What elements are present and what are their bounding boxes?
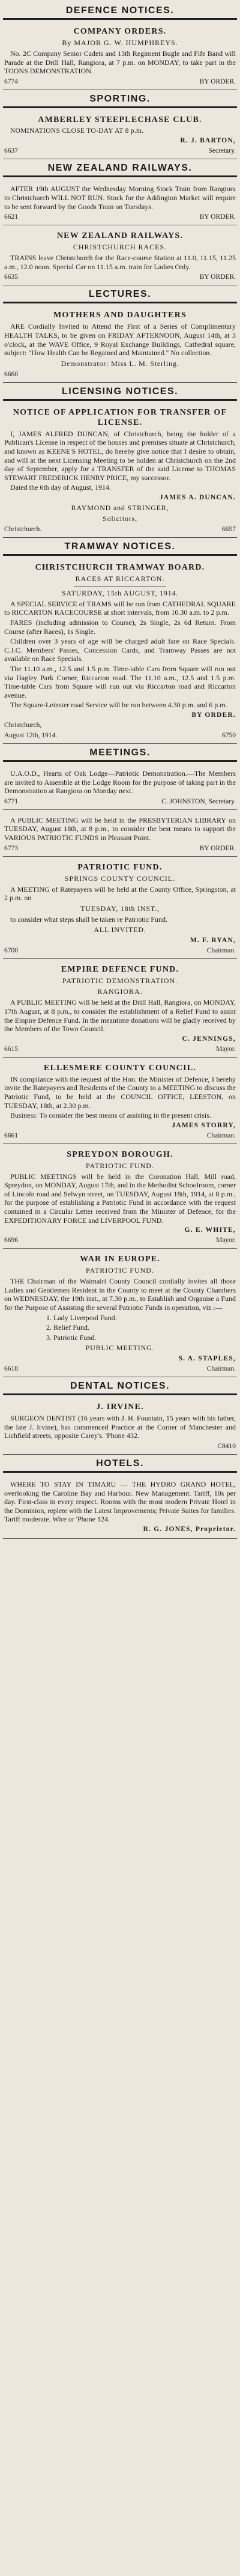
notice-byline: By MAJOR G. W. HUMPHREYS. [62,38,178,47]
notice-title: PATRIOTIC FUND. [77,862,163,872]
notice-date-line: SATURDAY, 15th AUGUST, 1914. [61,588,179,597]
notice-pleasant-point [3,812,237,857]
notice-footer [4,370,236,379]
notice-body: The Square-Leinster road Service will be run between 4.30 p.m. and 6 p.m. [10,701,227,710]
notice-footer [4,1236,236,1244]
notice-body: No. 2C Company Senior Cadets and 13th Regiment Bugle and Fife Band will Parade at the Drill Hall, Rangiora, at 7 p.m. on MONDAY, to take part in the TOONS DEMONSTRATION. [4,49,236,76]
notice-footer [4,213,236,221]
notice-body: AFTER 19th AUGUST the Wednesday Morning Stock Train from Rangiora to Christchurch WILL NOT RUN. Stock for the Addington Market will require to be sent forward by the Goods Train on Tuesdays. [4,184,236,211]
notice-title: SPREYDON BOROUGH. [67,1149,173,1159]
fund-list-item: 1. Lady Liverpool Fund. [46,1313,117,1322]
notice-signer: M. F. RYAN, [190,937,236,945]
notice-ref: 6618 [4,1365,18,1373]
notice-title: EMPIRE DEFENCE FUND. [61,965,179,975]
notice-footer [4,525,236,534]
notice-spreydon [3,1146,237,1249]
section-tramway: TRAMWAY NOTICES. [3,540,237,556]
notice-ref: 6615 [4,1045,18,1053]
notice-ref: 6660 [4,370,18,378]
notice-footer [4,1045,236,1053]
notice-body: A PUBLIC MEETING will be held in the PRESBYTERIAN LIBRARY on TUESDAY, August 18th, at 8 p.m., to consider the best means to support the VARIOUS PATRIOTIC FUNDS in Pleasant Point. [4,815,236,842]
notice-ref: 6700 [4,947,18,955]
notice-body: WHERE TO STAY IN TIMARU — THE HYDRO GRAND HOTEL, overlooking the Caroline Bay and Harbour. New Management. Tariff, 10s per day. First-class in every respect. Rooms with the most modern Private Hotel in the Dominion, replete with the Latest Improvements; Private Suites for families. Tariff moderate. Wire or 'Phone 124. [4,1479,236,1524]
section-meetings: MEETINGS. [3,746,237,762]
notice-railway-stock-train [3,181,237,225]
fund-list-item: 3. Patriotic Fund. [46,1333,97,1342]
notice-ref: 6750 [222,732,236,739]
notice-footer [4,797,236,806]
notice-signer-title: Chairman. [206,1131,236,1139]
notice-title: WAR IN EUROPE. [80,1255,160,1264]
fund-list-item: 2. Relief Fund. [46,1323,89,1332]
notice-ref: C8410 [217,1442,236,1450]
notice-subtitle: PATRIOTIC DEMONSTRATION. [62,976,178,985]
notice-subtitle: PATRIOTIC FUND. [86,1266,154,1275]
notice-ref: 6621 [4,213,18,221]
notice-signer: R. G. JONES, Proprietor. [143,1525,236,1533]
section-licensing: LICENSING NOTICES. [3,385,237,401]
notice-footer [4,844,236,853]
notice-signer: JAMES A. DUNCAN. [159,493,236,501]
notice-body: IN compliance with the request of the Hon. the Minister of Defence, I hereby invite the Ratepayers and Residents of the County to a MEETING to discuss the Patriotic Fund, to be held at the COUNCIL OFFICE, LEESTON, on TUESDAY, 18th, at 2.30 p.m. [4,1074,236,1110]
notice-date-line: TUESDAY, 18th INST., [80,904,160,913]
notice-ref: 6773 [4,844,18,852]
notice-footer [4,147,236,155]
notice-by-order: BY ORDER. [199,213,236,221]
notice-body: A SPECIAL SERVICE of TRAMS will be run from CATHEDRAL SQUARE to RICCARTON RACECOURSE at short intervals, from 10.30 a.m. to 2 p.m. [4,599,236,617]
notice-signer: C. JENNINGS, [182,1035,236,1043]
notice-footer [4,946,236,955]
notice-by-order: BY ORDER. [191,711,236,719]
notice-waimairi [3,1251,237,1377]
section-hotels: HOTELS. [3,1457,237,1473]
notice-signer-title: Mayor. [216,1237,236,1244]
newspaper-column [3,0,237,2576]
notice-body: Business: To consider the best means of assisting in the present crisis. [10,1111,211,1120]
notice-body: FARES (including admission to Course), 2s Single, 2s 6d Return. From Course (after Races), 1s Single. [4,618,236,636]
notice-body: I, JAMES ALFRED DUNCAN, of Christchurch, being the holder of a Publican's License in respect of the houses and premises situate at Christchurch, and known as KEENE'S HOTEL, do hereby give notice that I desire to obtain, and will at the next Licensing Meeting to be holden at Christchurch on the 2nd day of September, apply for a TRANSFER of the said License to THOMAS STEWART FREDERICK HENRY PRICE, my successor. [4,429,236,482]
notice-body: PUBLIC MEETINGS will be held in the Coronation Hall, Mill road, Spreydon, on MONDAY, August 17th, and in the Methodist Schoolroom, corner of Lincoln road and Selwyn street, on TUESDAY, August 18th, 1914, at 8 p.m., for the purpose of establishing a Patriotic Fund in accordance with the request contained in a Circular Letter received from the Minister of Defence, for the EXPEDITIONARY FORCE and LIVERPOOL FUND. [4,1172,236,1225]
notice-ref: 6661 [4,1131,18,1139]
section-lectures: LECTURES. [3,288,237,303]
notice-dated: Dated the 6th day of August, 1914. [10,483,111,492]
notice-tramway-races [3,559,237,744]
notice-ref: 6657 [222,525,236,533]
notice-irvine [3,1399,237,1455]
notice-demonstrator: Demonstrator: Miss L. M. Sterling. [61,359,179,368]
notice-signer-title: Chairman. [206,1365,236,1373]
notice-body: The 11.10 a.m., 12.5 and 1.5 p.m. Time-table Cars from Square will run out via Hagley Park Corner, Riccarton road. The 11.10 a.m., 12.5 and 1.5 p.m. Time-table Cars from Square will run out via Riccarton road and Riccarton avenue. [4,665,236,699]
notice-footer [4,78,236,86]
notice-signer: JAMES STORRY, [172,1121,236,1129]
notice-title: COMPANY ORDERS. [73,27,167,36]
notice-by-order: BY ORDER. [199,273,236,281]
notice-solicitors: RAYMOND and STRINGER, [71,503,169,512]
notice-title: ELLESMERE COUNTY COUNCIL. [44,1063,196,1073]
notice-springs-patriotic [3,859,237,960]
notice-signer-title: Secretary. [208,147,236,155]
notice-footer [4,1365,236,1373]
section-dental: DENTAL NOTICES. [3,1380,237,1395]
notice-place: RANGIORA. [97,987,143,996]
notice-footer [4,1442,236,1451]
notice-title: NOTICE OF APPLICATION FOR TRANSFER OF LICENSE. [13,407,227,427]
notice-footer [4,731,236,740]
notice-body: ARE Cordially Invited to Attend the First of a Series of Complimentary HEALTH TALKS, to be given on FRIDAY AFTERNOON, August 14th, at 3 o'clock, at the WAVE Office, 9 Royal Exchange Buildings, Cathedral square, subject: "How Health Can be Regained and Maintained." No collection. [4,322,236,358]
notice-footer [4,273,236,281]
notice-body: A MEETING of Ratepayers will be held at the County Office, Springston, at 2 p.m. on [4,885,236,903]
notice-title: AMBERLEY STEEPLECHASE CLUB. [38,115,202,124]
notice-date: August 12th, 1914. [4,732,58,739]
notice-signer: G. E. WHITE, [184,1226,236,1234]
notice-title: MOTHERS AND DAUGHTERS [53,311,187,320]
section-defence-notices: DEFENCE NOTICES. [3,4,237,20]
notice-ref: 6696 [4,1237,18,1244]
notice-body: Children over 3 years of age will be charged adult fare on Race Specials. C.J.C. Members' Passes, Concession Cards, and Tramway Passes are not available on Race Specials. [4,637,236,663]
notice-signer: C. JOHNSTON, Secretary. [161,797,236,805]
notice-body: U.A.O.D., Hearts of Oak Lodge—Patriotic Demonstration.—The Members are invited to Assemble at the Lodge Room for the purpose of taking part in the Demonstration at Rangiora on Monday next. [4,769,236,796]
notice-title: NEW ZEALAND RAILWAYS. [56,231,184,241]
notice-body: THE Chairman of the Waimairi County Council cordially invites all those Ladies and Gentlemen Resident in the County to meet at the County Chambers on WEDNESDAY, the 19th inst., at 7.30 p.m., to Establish and Organise a Fund for the Purpose of Assisting the several Patriotic Funds in operation, viz.:— [4,1277,236,1312]
notice-footer [4,1131,236,1140]
notice-meeting-label: PUBLIC MEETING. [85,1344,155,1353]
notice-amberley [3,112,237,160]
notice-empire-defence [3,961,237,1057]
notice-body: A PUBLIC MEETING will be held at the Drill Hall, Rangiora, on MONDAY, 17th August, at 8 p.m., to consider the establishment of a Relief Fund to assist the Empire Defence Fund. In the meantime donations will be gladly received by the Members of the Town Council. [4,998,236,1034]
notice-title: CHRISTCHURCH TRAMWAY BOARD. [35,562,205,572]
notice-ref: 6635 [4,273,18,281]
notice-body: to consider what steps shall be taken re Patriotic Fund. [10,915,167,924]
notice-ellesmere [3,1060,237,1144]
notice-place: Christchurch, [4,722,42,729]
notice-subtitle: PATRIOTIC FUND. [86,1161,154,1170]
section-railways: NEW ZEALAND RAILWAYS. [3,162,237,177]
notice-subtitle: RACES AT RICCARTON. [75,574,165,583]
notice-body: NOMINATIONS CLOSE TO-DAY AT 8 p.m. [10,127,144,135]
notice-railway-races [3,228,237,285]
notice-subtitle: SPRINGS COUNTY COUNCIL. [64,874,176,883]
notice-place: Christchurch. [4,525,42,533]
notice-invite: ALL INVITED. [94,925,146,934]
section-sporting: SPORTING. [3,93,237,108]
notice-title: J. IRVINE. [96,1402,144,1412]
notice-body: SURGEON DENTIST (16 years with J. H. Fountain, 15 years with his father, the late J. Irvine), has commenced Practice at the Corner of Manchester and Lichfield streets, opposite Carey's. 'Phone 432. [4,1414,236,1440]
notice-ref: 6637 [4,147,18,155]
notice-ref: 6771 [4,797,18,805]
notice-signer: S. A. STAPLES, [178,1355,236,1363]
notice-ref: 6774 [4,78,18,85]
notice-body: TRAINS leave Christchurch for the Race-course Station at 11.0, 11.15, 11.25 a.m., 12.0 noon. Special Car on 11.15 a.m. train for Ladies Only. [4,254,236,271]
notice-mothers-daughters [3,307,237,382]
notice-subtitle: CHRISTCHURCH RACES. [73,243,167,252]
notice-signer-title: Chairman. [206,947,236,955]
notice-by-order: BY ORDER. [199,844,236,852]
notice-signer-title: Mayor. [216,1045,236,1053]
notice-company-orders [3,23,237,90]
notice-by-order: BY ORDER. [199,78,236,85]
notice-aod [3,766,237,810]
notice-license-transfer [3,404,237,538]
notice-solicitors-title: Solicitors, [103,514,137,523]
notice-hydro-grand-hotel [3,1476,237,1539]
notice-signer: R. J. BARTON, [180,137,236,145]
notice-footer [4,721,236,729]
